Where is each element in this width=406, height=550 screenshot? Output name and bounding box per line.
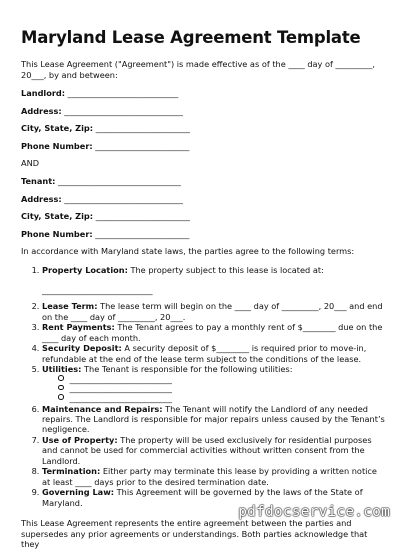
tenant-address-blank: _____________________________: [61, 193, 183, 204]
tenant-address-field: [21, 194, 387, 204]
term-security-deposit: [42, 343, 387, 364]
tenant-phone-blank: _______________________: [92, 228, 190, 239]
term-text: The Tenant agrees to pay a monthly rent of $________ due on the ____ day of each month.: [42, 322, 383, 343]
closing-paragraph: This Lease Agreement represents the entire agreement between the parties and supersedes any prior agreements or understandings. Both parties acknowledge that they: [21, 517, 368, 550]
landlord-address-field: [21, 106, 387, 116]
tenant-label: Tenant:: [21, 176, 56, 187]
term-termination: [42, 466, 387, 487]
term-text: The Tenant is responsible for the following utilities:: [81, 364, 293, 375]
terms-list: [21, 265, 387, 508]
intro-paragraph: This Lease Agreement ("Agreement") is made effective as of the ____ day of _________, 20___, by and between:: [21, 59, 375, 80]
landlord-phone-blank: _______________________: [92, 140, 190, 151]
utility-blank: _________________________: [69, 383, 172, 394]
property-location-blank: ___________________________: [42, 285, 153, 296]
landlord-city-field: [21, 123, 387, 133]
term-text: The Tenant will notify the Landlord of any needed repairs. The Landlord is responsible for major repairs unless caused by the Tenant’s negligence.: [42, 403, 385, 435]
page-title: Maryland Lease Agreement Template: [21, 28, 361, 47]
utilities-list: [42, 375, 387, 404]
tenant-field: [21, 176, 387, 186]
term-label: Termination:: [42, 466, 101, 477]
document-page: [21, 28, 387, 550]
bullet-circle-icon: [58, 385, 64, 391]
term-rent-payments: [42, 322, 387, 343]
accordance-paragraph: In accordance with Maryland state laws, the parties agree to the following terms:: [21, 246, 355, 257]
term-label: Use of Property:: [42, 435, 118, 446]
tenant-phone-field: [21, 229, 387, 239]
bullet-circle-icon: [58, 375, 64, 381]
tenant-address-label: Address:: [21, 193, 62, 204]
landlord-city-label: City, State, Zip:: [21, 123, 94, 134]
and-separator: AND: [21, 158, 40, 169]
term-use-of-property: [42, 435, 387, 466]
term-label: Governing Law:: [42, 487, 115, 498]
term-label: Property Location:: [42, 264, 128, 275]
term-lease-term: [42, 301, 387, 322]
tenant-city-blank: _______________________: [93, 211, 190, 222]
tenant-blank: ______________________________: [55, 176, 181, 187]
utility-item: [58, 394, 387, 404]
utility-blank: _________________________: [69, 392, 172, 403]
landlord-city-blank: _______________________: [93, 123, 190, 134]
utility-blank: _________________________: [69, 373, 172, 384]
watermark: pdfdocservice.com: [238, 504, 390, 520]
term-text: The property will be used exclusively for residential purposes and cannot be used for commercial activities without written consent from the Landlord.: [42, 435, 372, 466]
landlord-phone-label: Phone Number:: [21, 140, 93, 151]
term-label: Security Deposit:: [42, 343, 122, 354]
landlord-address-label: Address:: [21, 105, 62, 116]
term-text: Either party may terminate this lease by providing a written notice at least ____ days prior to the desired termination date.: [42, 466, 377, 487]
term-text: The property subject to this lease is located at:: [127, 264, 324, 275]
term-text: This Agreement will be governed by the laws of the State of Maryland.: [42, 487, 363, 508]
bullet-circle-icon: [58, 394, 64, 400]
landlord-label: Landlord:: [21, 88, 66, 99]
term-label: Lease Term:: [42, 301, 98, 312]
term-property-location: [42, 265, 387, 296]
landlord-field: [21, 88, 387, 98]
landlord-address-blank: _____________________________: [61, 105, 183, 116]
term-label: Rent Payments:: [42, 322, 115, 333]
term-label: Utilities:: [42, 364, 82, 375]
tenant-city-label: City, State, Zip:: [21, 211, 94, 222]
landlord-phone-field: [21, 141, 387, 151]
term-text: The lease term will begin on the ____ day of _________, 20___ and end on the ____ day of _________, 20___.: [42, 301, 383, 322]
term-maintenance-repairs: [42, 404, 387, 435]
landlord-blank: ___________________________: [65, 88, 179, 99]
term-label: Maintenance and Repairs:: [42, 403, 163, 414]
tenant-city-field: [21, 211, 387, 221]
term-utilities: [42, 364, 387, 403]
tenant-phone-label: Phone Number:: [21, 228, 93, 239]
term-text: A security deposit of $________ is required prior to move-in, refundable at the end of the lease term subject to the conditions of the lease.: [42, 343, 367, 364]
